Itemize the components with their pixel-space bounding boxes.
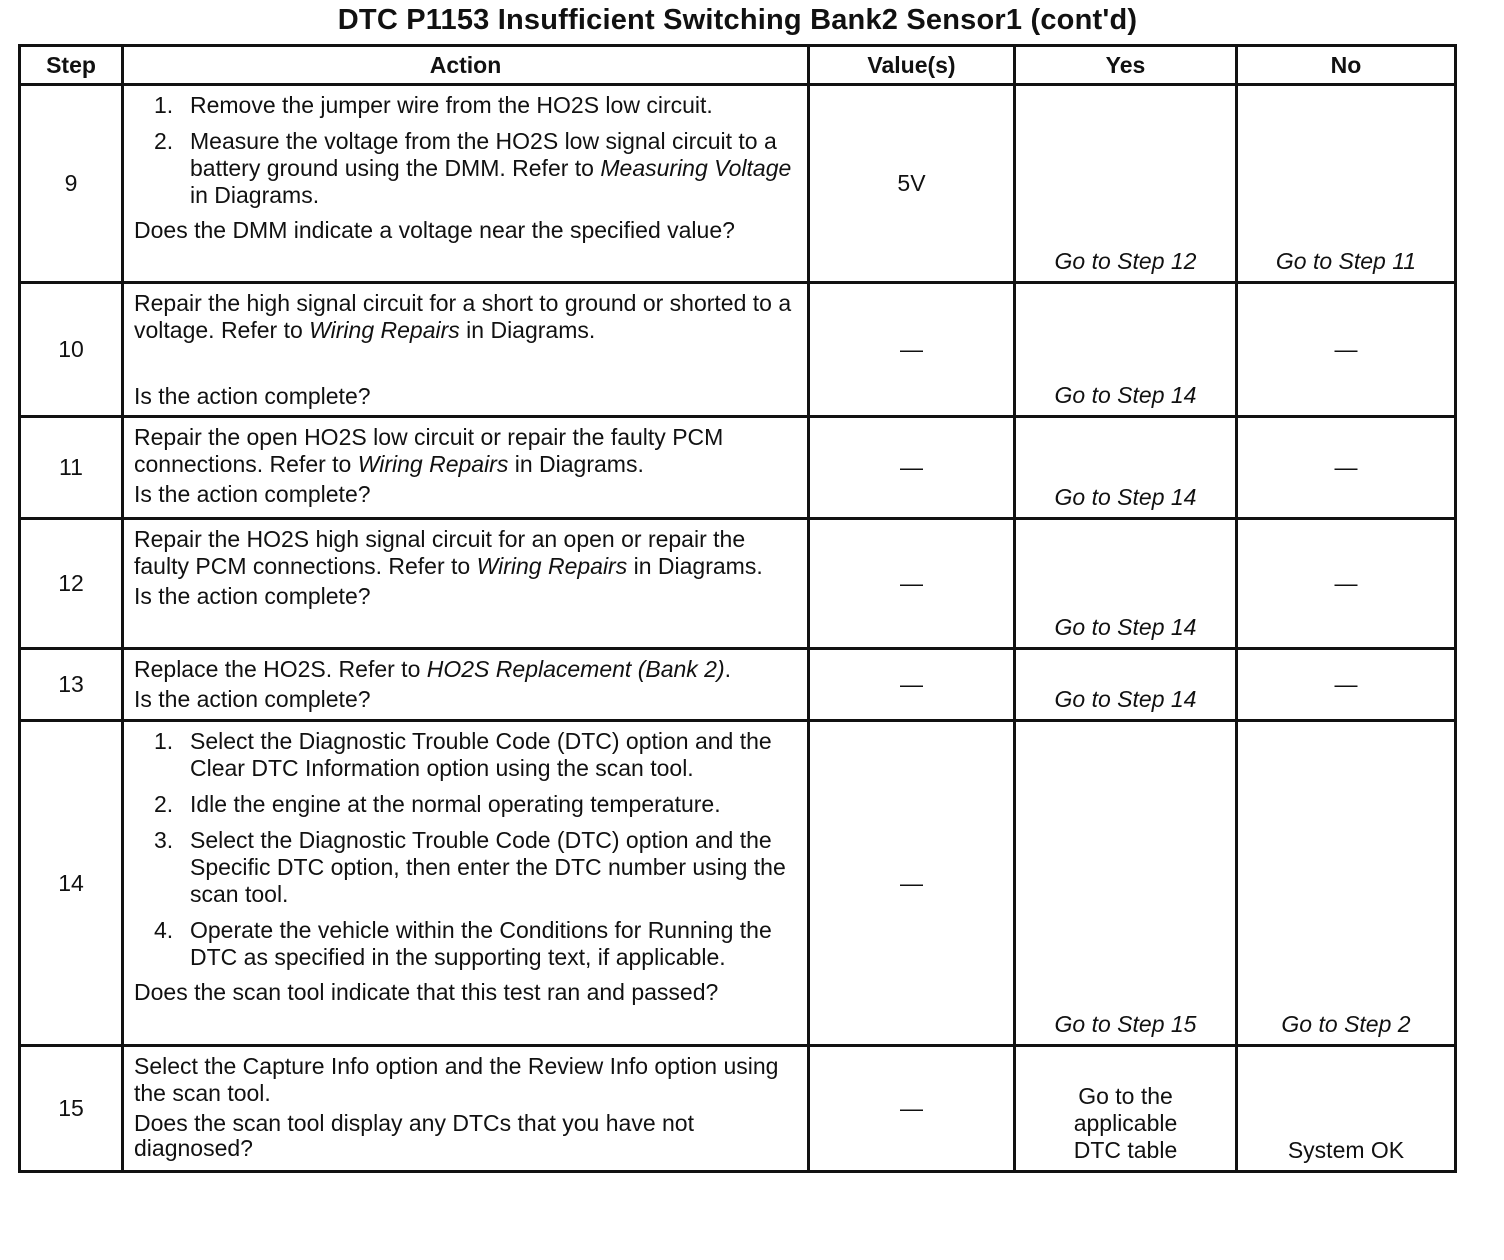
value-cell: — — [809, 649, 1015, 721]
no-cell: — — [1237, 417, 1456, 519]
action-steps — [134, 728, 797, 971]
header-row — [20, 46, 1456, 85]
action-text: Select the Capture Info option and the Review Info option using the scan tool. — [134, 1053, 779, 1106]
no-cell: — — [1237, 649, 1456, 721]
yes-cell: Go to Step 15 — [1015, 721, 1237, 1046]
col-action-header: Action — [123, 46, 809, 85]
value-cell: — — [809, 417, 1015, 519]
table-row — [20, 721, 1456, 1046]
no-cell: — — [1237, 283, 1456, 417]
action-text: Repair the open HO2S low circuit or repair the faulty PCM connections. Refer to Wiring Repairs in Diagrams. — [134, 424, 724, 477]
table-row — [20, 649, 1456, 721]
action-step: 2. Idle the engine at the normal operating temperature. — [154, 791, 721, 817]
no-cell: Go to Step 11 — [1237, 85, 1456, 283]
action-cell — [123, 85, 809, 283]
yes-cell: Go to the applicable DTC table — [1015, 1046, 1237, 1172]
action-question: Is the action complete? — [134, 686, 371, 712]
step-number: 13 — [20, 649, 123, 721]
step-number: 9 — [20, 85, 123, 283]
step-number: 14 — [20, 721, 123, 1046]
value-cell: — — [809, 1046, 1015, 1172]
step-number: 15 — [20, 1046, 123, 1172]
action-cell — [123, 519, 809, 649]
yes-cell: Go to Step 14 — [1015, 649, 1237, 721]
value-cell: — — [809, 721, 1015, 1046]
no-cell: Go to Step 2 — [1237, 721, 1456, 1046]
col-values-header: Value(s) — [809, 46, 1015, 85]
no-cell: — — [1237, 519, 1456, 649]
reference-link: Measuring Voltage — [600, 155, 792, 181]
action-text: Replace the HO2S. Refer to HO2S Replacement (Bank 2). — [134, 656, 732, 682]
action-step: 2. Measure the voltage from the HO2S low signal circuit to a battery ground using the DMM. Refer to Measuring Voltage in Diagrams. — [154, 128, 792, 208]
action-cell — [123, 649, 809, 721]
reference-link: Wiring Repairs — [309, 317, 460, 343]
action-question: Is the action complete? — [134, 583, 371, 609]
value-cell: 5V — [809, 85, 1015, 283]
table-row — [20, 283, 1456, 417]
action-steps — [134, 92, 797, 209]
yes-cell: Go to Step 14 — [1015, 283, 1237, 417]
table-row — [20, 85, 1456, 283]
reference-link: Wiring Repairs — [476, 553, 628, 579]
action-cell — [123, 1046, 809, 1172]
action-step: 1. Remove the jumper wire from the HO2S low circuit. — [154, 92, 713, 118]
yes-cell: Go to Step 14 — [1015, 417, 1237, 519]
table-row — [20, 1046, 1456, 1172]
action-question: Is the action complete? — [134, 481, 371, 507]
col-yes-header: Yes — [1015, 46, 1237, 85]
action-cell — [123, 417, 809, 519]
action-cell — [123, 283, 809, 417]
reference-link: HO2S Replacement (Bank 2) — [426, 656, 725, 682]
action-step: 3. Select the Diagnostic Trouble Code (DTC) option and the Specific DTC option, then enter the DTC number using the scan tool. — [154, 827, 786, 907]
action-text: Repair the high signal circuit for a short to ground or shorted to a voltage. Refer to Wiring Repairs in Diagrams. — [134, 290, 792, 343]
no-cell: System OK — [1237, 1046, 1456, 1172]
yes-cell: Go to Step 14 — [1015, 519, 1237, 649]
action-step: 4. Operate the vehicle within the Conditions for Running the DTC as specified in the supporting text, if applicable. — [154, 917, 772, 970]
step-number: 11 — [20, 417, 123, 519]
step-number: 12 — [20, 519, 123, 649]
action-question: Does the scan tool indicate that this test ran and passed? — [134, 979, 719, 1005]
value-cell: — — [809, 519, 1015, 649]
table-row — [20, 417, 1456, 519]
yes-cell: Go to Step 12 — [1015, 85, 1237, 283]
value-cell: — — [809, 283, 1015, 417]
page-title: DTC P1153 Insufficient Switching Bank2 Sensor1 (cont'd) — [337, 4, 1138, 36]
step-number: 10 — [20, 283, 123, 417]
action-question: Is the action complete? — [134, 383, 371, 409]
dtc-table — [18, 44, 1457, 1173]
table-row — [20, 519, 1456, 649]
col-no-header: No — [1237, 46, 1456, 85]
col-step-header: Step — [20, 46, 123, 85]
action-step: 1. Select the Diagnostic Trouble Code (DTC) option and the Clear DTC Information option using the scan tool. — [154, 728, 772, 781]
reference-link: Wiring Repairs — [357, 451, 509, 477]
action-question: Does the DMM indicate a voltage near the specified value? — [134, 217, 735, 243]
action-text: Repair the HO2S high signal circuit for an open or repair the faulty PCM connections. Refer to Wiring Repairs in Diagrams. — [134, 526, 763, 579]
action-question: Does the scan tool display any DTCs that you have not diagnosed? — [134, 1110, 694, 1161]
action-cell — [123, 721, 809, 1046]
